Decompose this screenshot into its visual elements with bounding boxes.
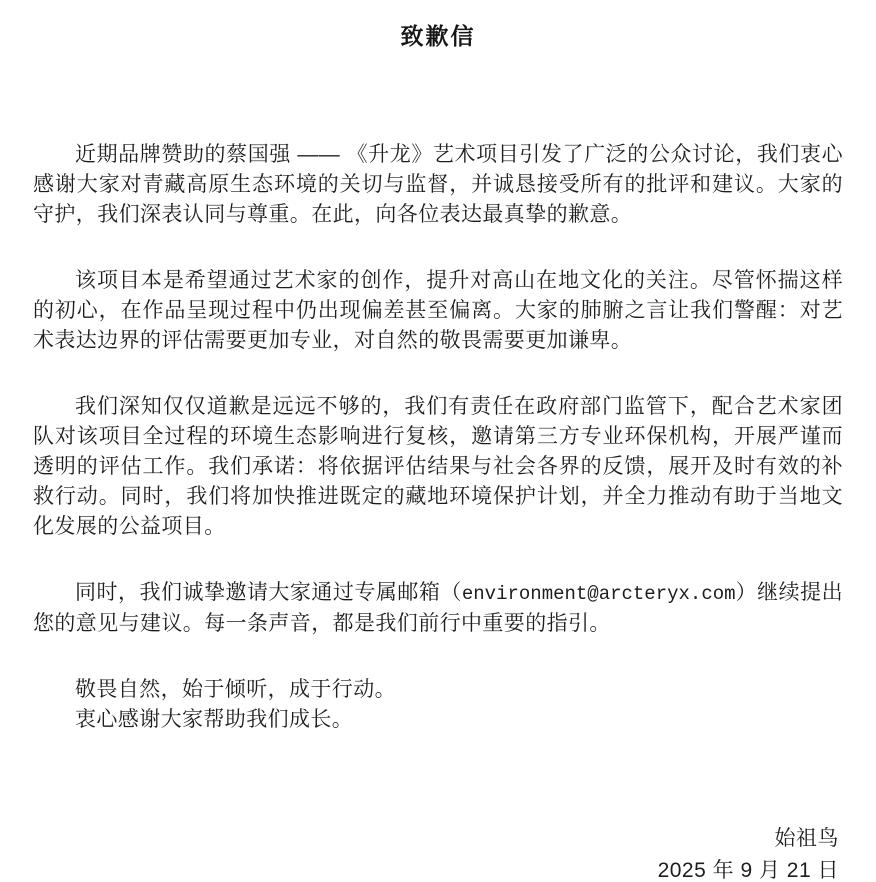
signature-date: 2025 年 9 月 21 日 xyxy=(657,859,839,882)
paragraph-feedback-invitation xyxy=(33,578,843,639)
signature-block xyxy=(33,823,843,882)
signature-brand-name: 始祖鸟 xyxy=(774,827,839,850)
paragraph-opening: 近期品牌赞助的蔡国强 —— 《升龙》艺术项目引发了广泛的公众讨论，我们衷心感谢大家对青藏高原生态环境的关切与监督，并诚恳接受所有的批评和建议。大家的守护，我们深表认同与尊重。在此，向各位表达最真挚的歉意。 xyxy=(33,143,843,226)
letter-body xyxy=(33,140,843,735)
closing-line-motto: 敬畏自然，始于倾听，成于行动。 xyxy=(75,678,396,701)
email-address: environment@arcteryx.com xyxy=(461,583,736,605)
paragraph-commitments: 我们深知仅仅道歉是远远不够的，我们有责任在政府部门监管下，配合艺术家团队对该项目全过程的环境生态影响进行复核，邀请第三方专业环保机构，开展严谨而透明的评估工作。我们承诺：将依据评估结果与社会各界的反馈，展开及时有效的补救行动。同时，我们将加快推进既定的藏地环境保护计划，并全力推动有助于当地文化发展的公益项目。 xyxy=(33,395,843,538)
feedback-text-after-email: ）继续提出您的意见与建议。每一条声音，都是我们前行中重要的指引。 xyxy=(33,581,843,635)
closing-line-thanks: 衷心感谢大家帮助我们成长。 xyxy=(75,708,354,731)
paragraph-reflection: 该项目本是希望通过艺术家的创作，提升对高山在地文化的关注。尽管怀揣这样的初心，在作品呈现过程中仍出现偏差甚至偏离。大家的肺腑之言让我们警醒：对艺术表达边界的评估需要更加专业，对自然的敬畏需要更加谦卑。 xyxy=(33,269,843,352)
closing-block xyxy=(33,675,843,735)
feedback-text-before-email: 同时，我们诚挚邀请大家通过专属邮箱（ xyxy=(75,581,462,604)
letter-title: 致歉信 xyxy=(400,23,476,49)
